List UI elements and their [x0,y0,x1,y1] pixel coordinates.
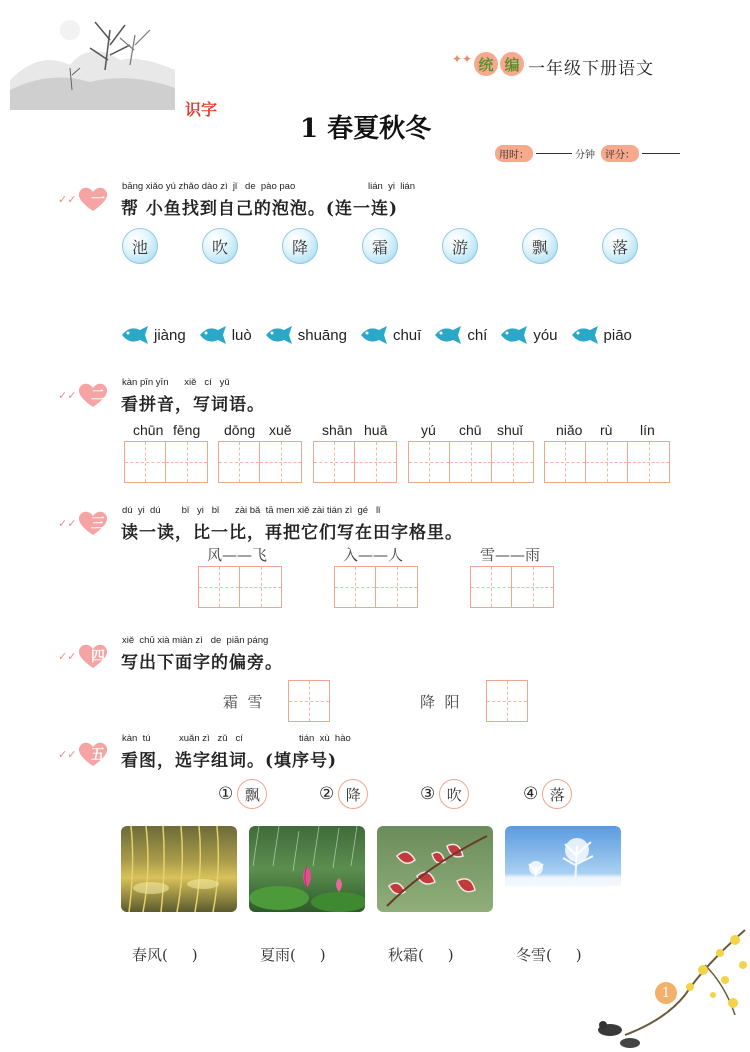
q5-marker [58,741,110,767]
fish-label: chí [467,326,488,344]
time-label: 用时： [495,145,533,162]
fish-label: luò [231,326,252,344]
q5-number: 五 [91,747,105,763]
fish-item[interactable] [264,324,347,346]
group-jiang-yang: 降 阳 [420,693,460,711]
time-score-bar [495,145,680,162]
check-marks-icon: ✓✓ [58,516,77,530]
q1-number: 一 [91,192,105,208]
score-label: 评分： [601,145,639,162]
write-grid-5[interactable] [544,441,670,483]
ink-landscape-decoration [10,10,175,110]
fish-icon [433,324,463,346]
winter-snow-photo [505,826,621,912]
option-1[interactable] [218,779,267,809]
q4-number: 四 [91,649,105,665]
q2-number: 二 [91,388,105,404]
word1-pinyin-a: chūn [133,422,164,438]
write-grid-q3-3[interactable] [470,566,554,608]
page-number: 1 [655,982,677,1004]
summer-rain-photo [249,826,365,912]
badge-bian: 编 [500,52,524,76]
fish-item[interactable] [120,324,186,346]
option-2[interactable] [319,779,368,809]
q3-pinyin: dú yi dú bǐ yi bǐ zài bǎ tā men xiě zài tián zì gé lǐ [122,505,381,516]
option-number: ② [319,784,335,804]
fish-icon [198,324,228,346]
fish-item[interactable] [499,324,557,346]
fish-icon [359,324,389,346]
word5-pinyin-c: lín [640,422,655,438]
q3-marker [58,510,110,536]
write-grid-q3-2[interactable] [334,566,418,608]
fish-item[interactable] [433,324,487,346]
option-number: ③ [420,784,436,804]
badge-tong: 统 [474,52,498,76]
q4-instruction: 写出下面字的偏旁。 [121,653,283,673]
score-field[interactable] [642,153,680,154]
check-marks-icon: ✓✓ [58,388,77,402]
fish-icon [499,324,529,346]
fish-icon [570,324,600,346]
q3-instruction: 读一读，比一比，再把它们写在田字格里。 [121,523,463,543]
fish-label: piāo [603,326,632,344]
autumn-frost-photo [377,826,493,912]
fish-icon [120,324,150,346]
bubble-luo[interactable]: 落 [602,228,638,264]
option-4[interactable] [523,779,572,809]
write-grid-q3-1[interactable] [198,566,282,608]
radical-grid-1[interactable] [288,680,330,722]
q2-instruction: 看拼音，写词语。 [121,395,265,415]
q5-pinyin-b: xuǎn zì zǔ cí [179,733,243,744]
bubble-you[interactable]: 游 [442,228,478,264]
q2-marker [58,382,110,408]
fish-label: jiàng [154,326,186,344]
q1-pinyin-b: lián yi lián [368,181,415,192]
pair-feng-fei: 风——飞 [207,546,268,564]
q5-pinyin-a: kàn tú [122,733,151,744]
lesson-title: 1 春夏秋冬 [300,114,432,144]
fish-label: chuī [392,326,422,344]
check-marks-icon: ✓✓ [58,192,77,206]
fish-item[interactable] [570,324,632,346]
option-char: 降 [338,779,368,809]
word2-pinyin-a: dōng [224,422,256,438]
word4-pinyin-b: chū [459,422,482,438]
season-summer-rain: 夏雨( ) [260,946,326,964]
option-char: 落 [542,779,572,809]
word4-pinyin-a: yú [421,422,436,438]
fish-row [120,324,632,346]
q1-instruction: 帮 小鱼找到自己的泡泡。(连一连) [121,199,399,219]
word5-pinyin-b: rù [600,422,613,438]
q2-pinyin: kàn pīn yīn xiě cí yǔ [122,377,230,388]
write-grid-1[interactable] [124,441,208,483]
q4-marker [58,643,110,669]
fish-item[interactable] [359,324,421,346]
check-marks-icon: ✓✓ [58,649,77,663]
spring-wind-photo [121,826,237,912]
option-number: ① [218,784,234,804]
section-label: 识字 [185,100,218,119]
radical-grid-2[interactable] [486,680,528,722]
q1-pinyin-a: bāng xiǎo yú zhǎo dào zì jǐ de pào pao [122,181,296,192]
option-3[interactable] [420,779,469,809]
q1-marker [58,186,110,212]
book-title: 一年级下册语文 [528,59,654,79]
fish-item[interactable] [198,324,252,346]
fish-label: yóu [533,326,558,344]
bubble-chi[interactable]: 池 [122,228,158,264]
bubble-row [122,228,638,264]
q5-instruction: 看图，选字组词。(填序号) [121,751,338,771]
sparkle-icon: ✦✦ [452,52,473,66]
bubble-chui[interactable]: 吹 [202,228,238,264]
option-char: 吹 [439,779,469,809]
word2-pinyin-b: xuě [269,422,292,438]
option-char: 飘 [237,779,267,809]
group-shuang-xue: 霜 雪 [223,693,263,711]
check-marks-icon: ✓✓ [58,747,77,761]
fish-label: shuāng [297,326,347,344]
option-number: ④ [523,784,539,804]
season-spring-wind: 春风( ) [132,946,198,964]
season-autumn-frost: 秋霜( ) [388,946,454,964]
time-field[interactable] [536,153,572,154]
word4-pinyin-c: shuǐ [497,422,523,438]
pair-ru-ren: 入——人 [343,546,404,564]
word3-pinyin-a: shān [322,422,353,438]
bubble-piao[interactable]: 飘 [522,228,558,264]
q3-number: 三 [91,516,105,532]
write-grid-2[interactable] [218,441,302,483]
q5-pinyin-c: tián xù hào [299,733,351,744]
bubble-jiang[interactable]: 降 [282,228,318,264]
word5-pinyin-a: niǎo [556,422,583,438]
pair-xue-yu: 雪——雨 [480,546,541,564]
bubble-shuang[interactable]: 霜 [362,228,398,264]
season-winter-snow: 冬雪( ) [516,946,582,964]
write-grid-4[interactable] [408,441,534,483]
word1-pinyin-b: fēng [173,422,201,438]
word3-pinyin-b: huā [364,422,388,438]
write-grid-3[interactable] [313,441,397,483]
q4-pinyin: xiě chū xià miàn zì de piān páng [122,635,269,646]
fish-icon [264,324,294,346]
minute-label: 分钟 [575,150,595,161]
series-badge [474,52,524,76]
